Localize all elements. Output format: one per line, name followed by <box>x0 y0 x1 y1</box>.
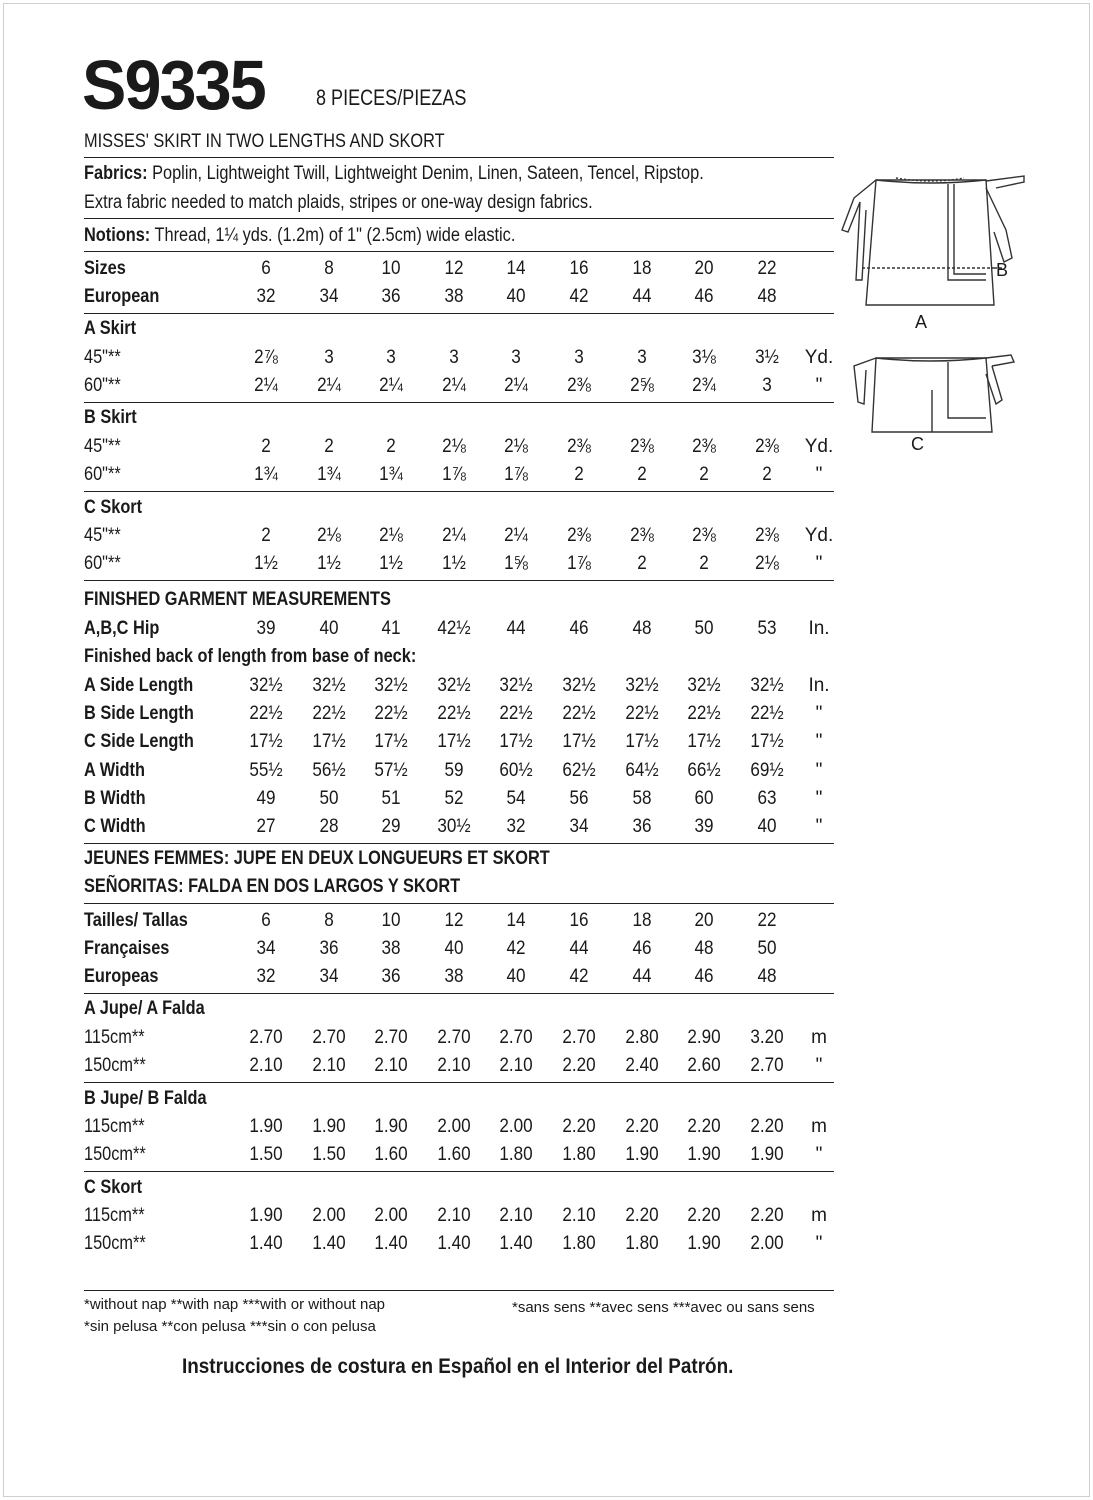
finished-measurements-title: FINISHED GARMENT MEASUREMENTS <box>84 589 391 610</box>
divider <box>84 491 834 492</box>
divider <box>84 218 834 219</box>
sizes-row: Sizes 6 8 10 12 14 16 18 20 22 <box>84 258 777 279</box>
metric-row: 115cm** 1.90 2.00 2.00 2.10 2.10 2.10 2.20 2.20 2.20 m <box>84 1205 827 1226</box>
measurement-row: A Width 55½ 56½ 57½ 59 60½ 62½ 64½ 66½ 69½ " <box>84 760 823 781</box>
view-label: A <box>915 312 928 332</box>
divider <box>84 313 834 314</box>
section-title: A Jupe/ A Falda <box>84 998 205 1019</box>
hip-row: A,B,C Hip 39 40 41 42½ 44 46 48 50 53 In. <box>84 618 830 639</box>
pieces-count: 8 PIECES/PIEZAS <box>316 85 467 110</box>
metric-row: 115cm** 1.90 1.90 1.90 2.00 2.00 2.20 2.20 2.20 2.20 m <box>84 1116 827 1137</box>
yardage-row: 45"** 2 2⅛ 2⅛ 2¼ 2¼ 2⅜ 2⅜ 2⅜ 2⅜ Yd. <box>84 525 834 546</box>
pattern-number: S9335 <box>82 46 265 124</box>
fabrics-note: Extra fabric needed to match plaids, stripes or one-way design fabrics. <box>84 192 593 213</box>
footnote-english: *without nap **with nap ***with or without nap <box>84 1296 386 1313</box>
measurement-row: C Width 27 28 29 30½ 32 34 36 39 40 " <box>84 816 823 837</box>
view-label: C <box>911 434 924 454</box>
length-note: Finished back of length from base of neck: <box>84 646 417 667</box>
divider <box>84 580 834 581</box>
metric-row: 115cm** 2.70 2.70 2.70 2.70 2.70 2.70 2.80 2.90 3.20 m <box>84 1027 827 1048</box>
divider <box>84 1171 834 1172</box>
section-title: C Skort <box>84 1177 143 1198</box>
metric-row: 150cm** 2.10 2.10 2.10 2.10 2.10 2.20 2.40 2.60 2.70 " <box>84 1055 823 1076</box>
divider <box>84 1290 834 1291</box>
divider <box>84 402 834 403</box>
metric-row: 150cm** 1.50 1.50 1.60 1.60 1.80 1.80 1.90 1.90 1.90 " <box>84 1144 823 1165</box>
europeas-row: Europeas 32 34 36 38 40 42 44 46 48 <box>84 966 777 987</box>
divider <box>84 157 834 158</box>
divider <box>84 843 834 844</box>
section-title: A Skirt <box>84 318 137 339</box>
notions-line: Notions: Thread, 1¼ yds. (1.2m) of 1" (2.5cm) wide elastic. <box>84 225 516 246</box>
divider <box>84 993 834 994</box>
french-title: JEUNES FEMMES: JUPE EN DEUX LONGUEURS ET SKORT <box>84 848 550 869</box>
divider <box>84 903 834 904</box>
yardage-row: 45"** 2 2 2 2⅛ 2⅛ 2⅜ 2⅜ 2⅜ 2⅜ Yd. <box>84 436 834 457</box>
yardage-row: 60"** 1¾ 1¾ 1¾ 1⅞ 1⅞ 2 2 2 2 " <box>84 464 823 485</box>
pattern-title: MISSES' SKIRT IN TWO LENGTHS AND SKORT <box>84 131 445 152</box>
spanish-instructions-note: Instrucciones de costura en Español en el Interior del Patrón. <box>182 1355 734 1378</box>
measurement-row: B Side Length 22½ 22½ 22½ 22½ 22½ 22½ 22½ 22½ 22½ " <box>84 703 823 724</box>
view-label: B <box>996 260 1009 280</box>
yardage-row: 60"** 1½ 1½ 1½ 1½ 1⅝ 1⅞ 2 2 2⅛ " <box>84 553 823 574</box>
section-title: C Skort <box>84 497 143 518</box>
spanish-title: SEÑORITAS: FALDA EN DOS LARGOS Y SKORT <box>84 876 461 897</box>
yardage-row: 45"** 2⅞ 3 3 3 3 3 3 3⅛ 3½ Yd. <box>84 347 834 368</box>
divider <box>84 1082 834 1083</box>
yardage-row: 60"** 2¼ 2¼ 2¼ 2¼ 2¼ 2⅜ 2⅝ 2¾ 3 " <box>84 375 823 396</box>
section-title: B Skirt <box>84 407 137 428</box>
footnote-french: *sans sens **avec sens ***avec ou sans sens <box>512 1299 815 1316</box>
fabrics-line: Fabrics: Poplin, Lightweight Twill, Lightweight Denim, Linen, Sateen, Tencel, Ripstop. <box>84 163 704 184</box>
measurement-row: A Side Length 32½ 32½ 32½ 32½ 32½ 32½ 32½ 32½ 32½ In. <box>84 675 830 696</box>
section-title: B Jupe/ B Falda <box>84 1088 207 1109</box>
measurement-row: C Side Length 17½ 17½ 17½ 17½ 17½ 17½ 17½ 17½ 17½ " <box>84 731 823 752</box>
garment-illustration <box>836 170 1026 460</box>
francaises-row: Françaises 34 36 38 40 42 44 46 48 50 <box>84 938 777 959</box>
tailles-row: Tailles/ Tallas 6 8 10 12 14 16 18 20 22 <box>84 910 777 931</box>
measurement-row: B Width 49 50 51 52 54 56 58 60 63 " <box>84 788 823 809</box>
divider <box>84 251 834 252</box>
european-sizes-row: European 32 34 36 38 40 42 44 46 48 <box>84 286 777 307</box>
metric-row: 150cm** 1.40 1.40 1.40 1.40 1.40 1.80 1.80 1.90 2.00 " <box>84 1233 823 1254</box>
footnote-spanish: *sin pelusa **con pelusa ***sin o con pelusa <box>84 1318 376 1335</box>
